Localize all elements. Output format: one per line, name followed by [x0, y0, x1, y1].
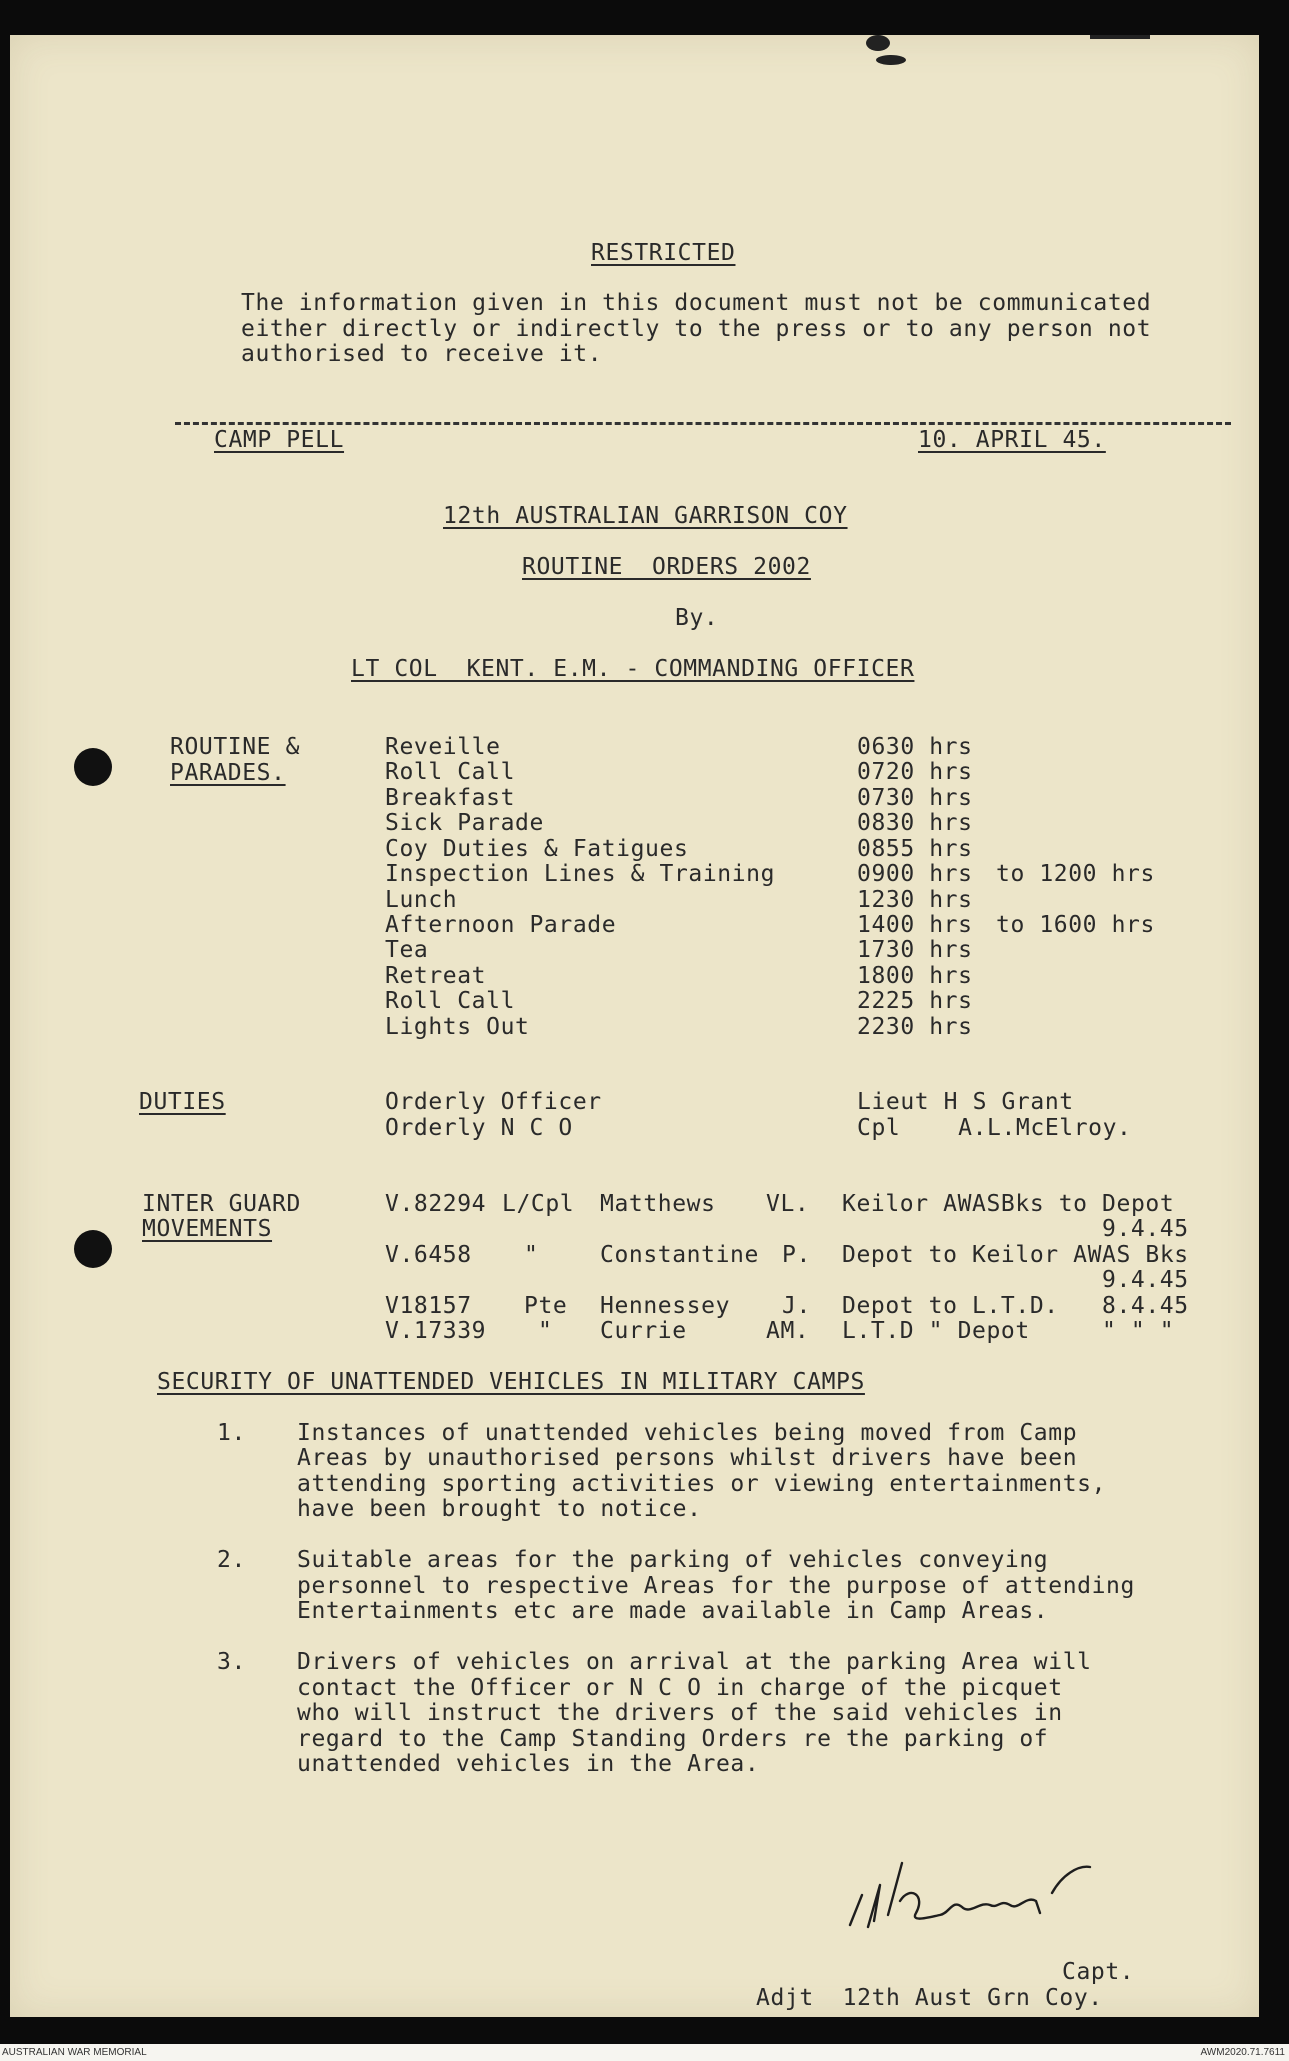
movement-date: 8.4.45	[1102, 1293, 1189, 1319]
punch-hole	[74, 748, 112, 786]
paragraph-line: Suitable areas for the parking of vehicles conveying	[297, 1547, 1049, 1573]
soldier-name: Hennessey	[600, 1293, 731, 1319]
commander-line: LT COL KENT. E.M. - COMMANDING OFFICER	[351, 656, 915, 682]
soldier-rank: L/Cpl	[502, 1191, 575, 1217]
routine-time: 1800 hrs	[857, 963, 973, 989]
movement-date: 9.4.45	[1102, 1216, 1189, 1242]
paragraph-line: who will instruct the drivers of the said vehicles in	[297, 1700, 1063, 1726]
routine-time-end: to 1600 hrs	[996, 912, 1155, 938]
routine-time: 1400 hrs	[857, 912, 973, 938]
movement-date: 9.4.45	[1102, 1267, 1189, 1293]
movements-heading-1: INTER GUARD	[142, 1191, 301, 1217]
paragraph-number: 3.	[217, 1649, 246, 1675]
movement-route: L.T.D " Depot	[842, 1318, 1030, 1344]
movements-heading-2: MOVEMENTS	[142, 1216, 273, 1242]
archive-footer	[0, 2044, 1289, 2061]
paragraph-line: Areas by unauthorised persons whilst drivers have been	[297, 1445, 1078, 1471]
punch-hole	[74, 1230, 112, 1268]
soldier-initials: P.	[782, 1242, 811, 1268]
routine-time: 0855 hrs	[857, 836, 973, 862]
movement-route: Keilor AWASBks to Depot	[842, 1191, 1175, 1217]
orders-title: ROUTINE ORDERS 2002	[522, 554, 811, 580]
location: CAMP PELL	[214, 427, 345, 453]
routine-item: Lights Out	[385, 1014, 530, 1040]
unit-name: 12th AUSTRALIAN GARRISON COY	[443, 503, 848, 529]
routine-item: Afternoon Parade	[385, 912, 617, 938]
paragraph-line: Instances of unattended vehicles being moved from Camp	[297, 1420, 1078, 1446]
movement-route: Depot to L.T.D.	[842, 1293, 1059, 1319]
routine-item: Breakfast	[385, 785, 516, 811]
soldier-rank: "	[538, 1318, 553, 1344]
archive-reference: AWM2020.71.7611	[1200, 2047, 1285, 2058]
soldier-name: Currie	[600, 1318, 687, 1344]
document-date: 10. APRIL 45.	[918, 427, 1106, 453]
signatory-position: Adjt 12th Aust Grn Coy.	[756, 1985, 1103, 2011]
notice-line-2: either directly or indirectly to the press or to any person not	[241, 316, 1152, 342]
paragraph-line: Drivers of vehicles on arrival at the parking Area will	[297, 1649, 1092, 1675]
routine-item: Retreat	[385, 963, 487, 989]
document-page	[10, 35, 1259, 2017]
soldier-number: V.6458	[385, 1242, 472, 1268]
movement-date: " " "	[1102, 1318, 1175, 1344]
soldier-initials: VL.	[766, 1191, 810, 1217]
paragraph-number: 2.	[217, 1547, 246, 1573]
routine-item: Tea	[385, 937, 429, 963]
routine-item: Inspection Lines & Training	[385, 861, 776, 887]
soldier-initials: J.	[782, 1293, 811, 1319]
routine-time: 0730 hrs	[857, 785, 973, 811]
routine-time: 2225 hrs	[857, 988, 973, 1014]
routine-heading-1: ROUTINE &	[170, 734, 301, 760]
routine-time: 0720 hrs	[857, 759, 973, 785]
routine-item: Lunch	[385, 887, 458, 913]
duties-heading: DUTIES	[139, 1089, 226, 1115]
paragraph-line: personnel to respective Areas for the purpose of attending	[297, 1573, 1135, 1599]
routine-time: 2230 hrs	[857, 1014, 973, 1040]
dashed-divider	[175, 422, 1231, 425]
signatory-rank: Capt.	[1062, 1959, 1135, 1985]
routine-time: 1230 hrs	[857, 887, 973, 913]
routine-time: 1730 hrs	[857, 937, 973, 963]
paragraph-line: have been brought to notice.	[297, 1496, 702, 1522]
paragraph-line: Entertainments etc are made available in Camp Areas.	[297, 1598, 1049, 1624]
soldier-number: V.82294	[385, 1191, 487, 1217]
classification-heading: RESTRICTED	[591, 240, 736, 266]
security-heading: SECURITY OF UNATTENDED VEHICLES IN MILITARY CAMPS	[157, 1369, 865, 1395]
routine-time: 0900 hrs	[857, 861, 973, 887]
soldier-number: V.17339	[385, 1318, 487, 1344]
soldier-name: Constantine	[600, 1242, 759, 1268]
by-line: By.	[675, 605, 719, 631]
routine-time: 0630 hrs	[857, 734, 973, 760]
routine-heading-2: PARADES.	[170, 760, 286, 786]
routine-item: Coy Duties & Fatigues	[385, 836, 689, 862]
routine-time-end: to 1200 hrs	[996, 861, 1155, 887]
paragraph-line: unattended vehicles in the Area.	[297, 1751, 760, 1777]
paragraph-line: contact the Officer or N C O in charge of the picquet	[297, 1675, 1063, 1701]
paragraph-number: 1.	[217, 1420, 246, 1446]
routine-item: Roll Call	[385, 759, 516, 785]
duty-person: Lieut H S Grant	[857, 1089, 1074, 1115]
handwritten-signature	[840, 1855, 1120, 1945]
routine-time: 0830 hrs	[857, 810, 973, 836]
routine-item: Roll Call	[385, 988, 516, 1014]
duty-role: Orderly Officer	[385, 1089, 602, 1115]
paragraph-line: attending sporting activities or viewing entertainments,	[297, 1471, 1107, 1497]
soldier-rank: "	[524, 1242, 539, 1268]
soldier-name: Matthews	[600, 1191, 716, 1217]
paragraph-line: regard to the Camp Standing Orders re the parking of	[297, 1726, 1049, 1752]
soldier-initials: AM.	[766, 1318, 810, 1344]
archive-name: AUSTRALIAN WAR MEMORIAL	[2, 2047, 147, 2058]
routine-item: Reveille	[385, 734, 501, 760]
movement-route: Depot to Keilor AWAS Bks	[842, 1242, 1189, 1268]
notice-line-1: The information given in this document must not be communicated	[241, 290, 1152, 316]
duty-role: Orderly N C O	[385, 1115, 573, 1141]
soldier-rank: Pte	[524, 1293, 568, 1319]
routine-item: Sick Parade	[385, 810, 544, 836]
soldier-number: V18157	[385, 1293, 472, 1319]
duty-person: Cpl A.L.McElroy.	[857, 1115, 1132, 1141]
notice-line-3: authorised to receive it.	[241, 341, 603, 367]
